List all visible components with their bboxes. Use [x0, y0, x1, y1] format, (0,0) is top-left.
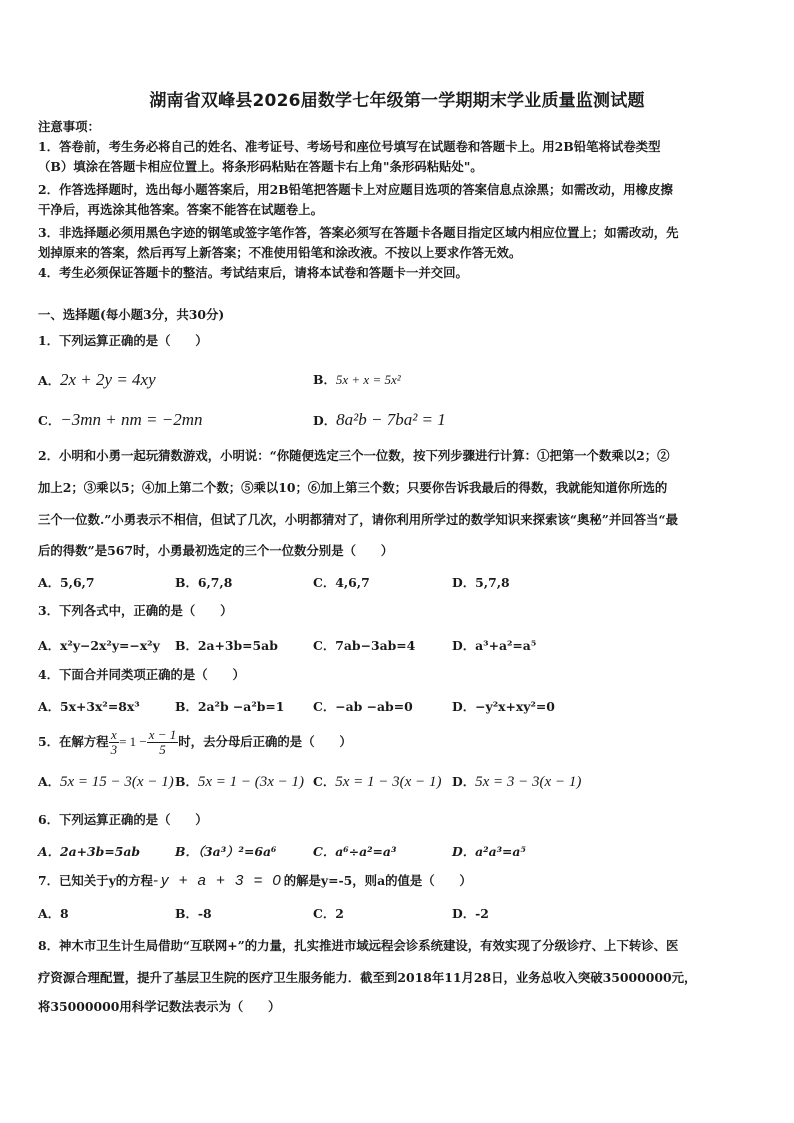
- option-label: C．: [38, 413, 61, 428]
- section-heading: 一、选择题(每小题3分，共30分): [38, 307, 225, 322]
- stem-text: 时，去分母后正确的是（ ）: [178, 734, 352, 749]
- fraction-denominator: 5: [159, 742, 166, 757]
- question-8-line: 将35000000用科学记数法表示为（ ）: [38, 999, 281, 1014]
- q4-option-c: C．−ab −ab=0: [313, 699, 413, 714]
- equation-middle: = 1 −: [119, 734, 147, 749]
- question-2-line: 后的得数”是567时，小勇最初选定的三个一位数分别是（ ）: [38, 543, 394, 558]
- q2-option-b: B．6,7,8: [175, 575, 233, 590]
- option-expression: 5x = 1 − 3(x − 1): [335, 774, 442, 790]
- q5-option-b: [175, 772, 304, 791]
- fraction-x-over-3: [109, 728, 120, 757]
- q1-option-b: [313, 370, 401, 388]
- question-5-stem: [38, 724, 352, 760]
- option-expression: −3mn + nm = −2mn: [60, 410, 203, 429]
- question-2-line: 2．小明和小勇一起玩猜数游戏，小明说：“你随便选定三个一位数，按下列步骤进行计算：①把第一个数乘以2；②: [38, 448, 670, 463]
- notice-line: 4．考生必须保证答题卡的整洁。考试结束后，请将本试卷和答题卡一并交回。: [38, 265, 468, 280]
- option-label: A．: [38, 774, 61, 789]
- notice-heading: 注意事项：: [38, 119, 100, 134]
- q3-option-c: C．7ab−3ab=4: [313, 638, 416, 653]
- q2-option-a: A．5,6,7: [38, 575, 95, 590]
- fraction-denominator: 3: [110, 742, 118, 757]
- q6-option-c: C．a⁶÷a²=a³: [313, 844, 397, 859]
- q7-option-d: D．-2: [452, 906, 489, 921]
- page-title: 湖南省双峰县2026届数学七年级第一学期期末学业质量监测试题: [149, 91, 645, 111]
- option-expression: 5x = 3 − 3(x − 1): [475, 774, 582, 790]
- stem-text: 5．在解方程: [38, 734, 109, 749]
- stem-text: 的解是y=-5，则a的值是（ ）: [283, 873, 472, 888]
- option-expression: 5x + x = 5x²: [335, 372, 401, 387]
- fraction-numerator: x: [109, 728, 120, 743]
- q3-option-b: B．2a+3b=5ab: [175, 638, 278, 653]
- q5-option-d: [452, 772, 581, 791]
- q7-option-b: B．-8: [175, 906, 212, 921]
- question-8-line: 疗资源合理配置，提升了基层卫生院的医疗卫生服务能力．截至到2018年11月28日，业务总收入突破35000000元，: [38, 970, 697, 985]
- q6-option-b: B．（3a³）²=6a⁶: [175, 844, 277, 859]
- q6-option-a: A．2a+3b=5ab: [38, 844, 141, 859]
- q3-option-a: A．x²y−2x²y=−x²y: [38, 638, 160, 653]
- q6-option-d: D．a²a³=a⁵: [452, 844, 526, 859]
- q5-option-a: [38, 772, 174, 791]
- q1-option-a: [38, 370, 156, 390]
- q4-option-d: D．−y²x+xy²=0: [452, 699, 555, 714]
- q7-option-c: C．2: [313, 906, 344, 921]
- notice-line: 2．作答选择题时，选出每小题答案后，用2B铅笔把答题卡上对应题目选项的答案信息点涂黑；如需改动，用橡皮擦: [38, 182, 673, 197]
- q1-option-d: [313, 410, 446, 430]
- option-expression: 2x + 2y = 4xy: [60, 370, 156, 389]
- q2-option-d: D．5,7,8: [452, 575, 510, 590]
- question-6-stem: 6．下列运算正确的是（ ）: [38, 812, 208, 827]
- q7-option-a: A．8: [38, 906, 69, 921]
- q1-option-c: [38, 410, 202, 430]
- notice-line: 干净后，再选涂其他答案。答案不能答在试题卷上。: [38, 202, 323, 217]
- option-label: D．: [313, 413, 337, 428]
- question-2-line: 加上2；③乘以5；④加上第二个数；⑤乘以10；⑥加上第三个数；只要你告诉我最后的得数，我就能知道你所选的: [38, 480, 668, 495]
- fraction-numerator: x − 1: [148, 727, 177, 742]
- q3-option-d: D．a³+a²=a⁵: [452, 638, 537, 653]
- option-label: C．: [313, 774, 336, 789]
- q2-option-c: C．4,6,7: [313, 575, 370, 590]
- option-label: D．: [452, 774, 476, 789]
- fraction-x-minus-1-over-5: [147, 728, 179, 757]
- notice-line: （B）填涂在答题卡相应位置上。将条形码粘贴在答题卡右上角"条形码粘贴处"。: [38, 159, 483, 174]
- option-label: B．: [175, 774, 198, 789]
- q4-option-a: A．5x+3x²=8x³: [38, 699, 140, 714]
- question-7-stem: [38, 871, 472, 891]
- notice-line: 划掉原来的答案，然后再写上新答案；不准使用铅笔和涂改液。不按以上要求作答无效。: [38, 245, 522, 260]
- q5-option-c: [313, 772, 441, 791]
- question-8-line: 8．神木市卫生计生局借助“互联网+”的力量，扎实推进市域远程会诊系统建设，有效实现了分级诊疗、上下转诊、医: [38, 938, 679, 953]
- question-4-stem: 4．下面合并同类项正确的是（ ）: [38, 667, 245, 682]
- stem-text: 7．已知关于y的方程: [38, 873, 153, 888]
- q4-option-b: B．2a²b −a²b=1: [175, 699, 285, 714]
- question-2-line: 三个一位数.”小勇表示不相信，但试了几次，小明都猜对了，请你利用所学过的数学知识来探索该“奥秘”并回答当“最: [38, 512, 678, 527]
- option-expression: 5x = 1 − (3x − 1): [197, 774, 305, 790]
- option-label: B．: [313, 372, 336, 387]
- notice-line: 3．非选择题必须用黑色字迹的钢笔或签字笔作答，答案必须写在答题卡各题目指定区域内相应位置上；如需改动，先: [38, 225, 679, 240]
- notice-line: 1．答卷前，考生务必将自己的姓名、准考证号、考场号和座位号填写在试题卷和答题卡上。用2B铅笔将试卷类型: [38, 139, 661, 154]
- option-label: A．: [38, 373, 61, 388]
- question-3-stem: 3．下列各式中，正确的是（ ）: [38, 603, 233, 618]
- equation: -y + a + 3 = 0: [152, 872, 284, 889]
- question-1-stem: 1．下列运算正确的是（ ）: [38, 333, 208, 348]
- option-expression: 5x = 15 − 3(x − 1): [60, 774, 174, 790]
- option-expression: 8a²b − 7ba² = 1: [336, 410, 446, 429]
